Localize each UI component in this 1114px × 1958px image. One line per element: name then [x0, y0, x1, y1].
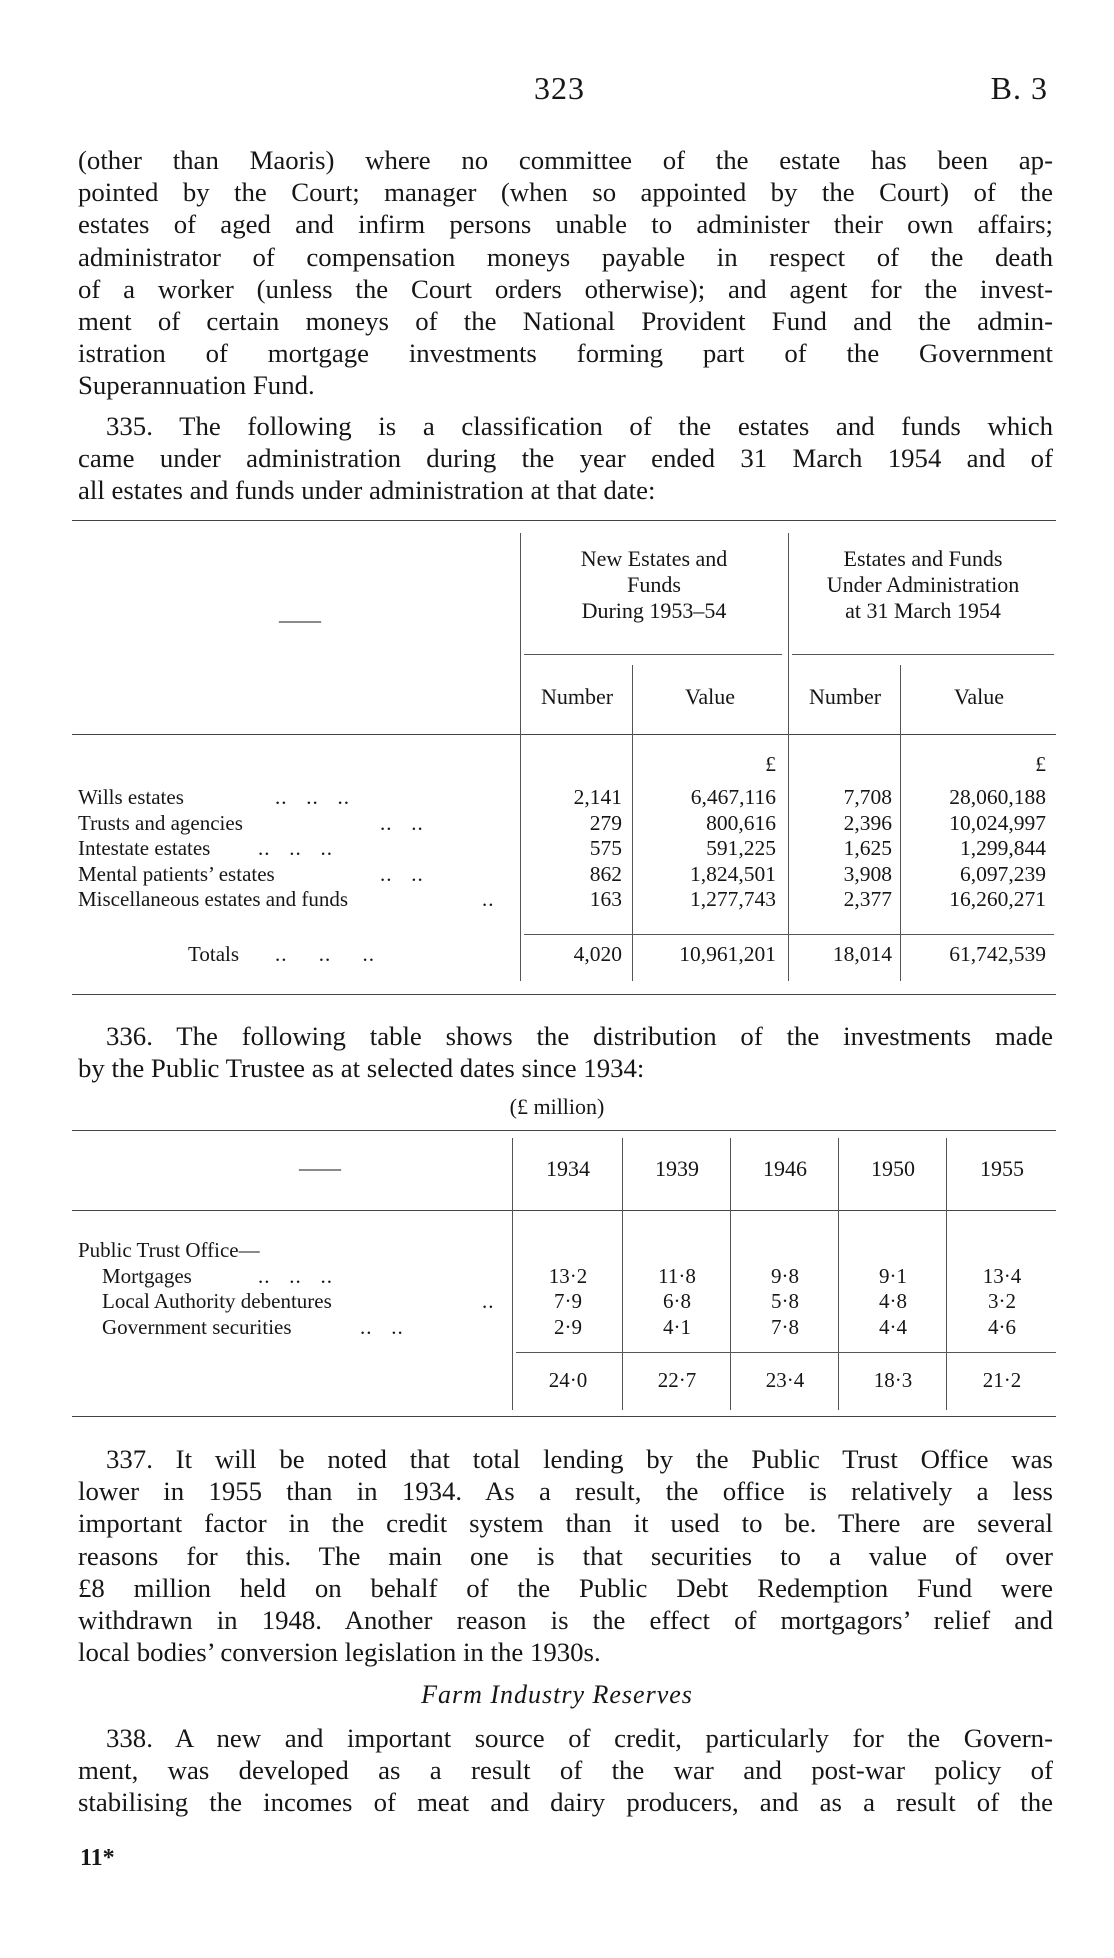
text-line: reasons for this. The main one is that securities to a value of over — [78, 1540, 1053, 1571]
leader-dots: .. .. .. — [275, 942, 375, 966]
column-divider — [520, 533, 521, 981]
column-divider — [788, 533, 789, 981]
cell-total: 23·4 — [765, 1368, 805, 1392]
column-divider — [730, 1138, 731, 1410]
cell-value: 4·8 — [879, 1289, 907, 1313]
header-line: Under Administration — [826, 572, 1020, 597]
cell-total: 18·3 — [873, 1368, 913, 1392]
header-line: During 1953–54 — [581, 598, 727, 623]
cell-new-value: 6,467,116 — [690, 785, 776, 809]
cell-new-value: 1,277,743 — [690, 887, 776, 911]
cell-new-number: 575 — [589, 836, 622, 860]
column-divider — [512, 1138, 513, 1410]
column-header-number: Number — [540, 684, 614, 709]
leader-dots: .. — [482, 1289, 495, 1313]
column-header-value: Value — [684, 684, 736, 709]
page-reference: B. 3 — [990, 70, 1048, 106]
text-line: of a worker (unless the Court orders otherwise); and agent for the invest- — [78, 273, 1053, 304]
row-label: Government securities — [102, 1314, 292, 1339]
cell-new-number: 2,141 — [573, 785, 622, 809]
text-line: stabilising the incomes of meat and dairy producers, and as a result of the — [78, 1787, 1053, 1818]
text-line: by the Public Trustee as at selected dates since 1934: — [78, 1053, 645, 1084]
cell-new-number: 862 — [589, 861, 622, 886]
text-line: administrator of compensation moneys payable in respect of the death — [78, 241, 1053, 272]
stub-header: —— — [279, 608, 321, 632]
text-line: 338. A new and important source of credit, particularly for the Govern- — [106, 1723, 1053, 1753]
column-divider — [622, 1138, 623, 1410]
text-line: 335. The following is a classification of the estates and funds which — [106, 411, 1053, 441]
cell-total-value-total: 61,742,539 — [949, 942, 1046, 966]
year-header: 1946 — [763, 1156, 807, 1181]
cell-value: 9·1 — [879, 1263, 907, 1288]
cell-value: 11·8 — [658, 1263, 696, 1288]
text-line: ment of certain moneys of the National Provident Fund and the admin- — [78, 306, 1053, 337]
header-line: Estates and Funds — [843, 546, 1003, 571]
table-rule-top — [72, 1130, 1056, 1131]
leader-dots: .. .. .. — [258, 836, 333, 860]
totals-label: Totals — [188, 942, 240, 966]
text-line: all estates and funds under administration at that date: — [78, 475, 656, 506]
group-header-new — [522, 546, 786, 624]
table-rule-header — [72, 1210, 1056, 1211]
paragraph-continuation — [78, 144, 1053, 369]
text-line: ment, was developed as a result of the war and post-war policy of — [78, 1755, 1053, 1786]
cell-total: 21·2 — [982, 1368, 1022, 1392]
cell-new-number: 279 — [589, 810, 622, 835]
paragraph-continuation-end — [78, 369, 1053, 401]
cell-value: 7·8 — [771, 1314, 799, 1339]
column-header-value: Value — [953, 684, 1005, 709]
cell-new-value: 591,225 — [706, 836, 776, 860]
text-line: 336. The following table shows the distribution of the investments made — [106, 1021, 1053, 1051]
cell-value: 13·2 — [548, 1263, 588, 1288]
text-line: £8 million held on behalf of the Public Debt Redemption Fund were — [78, 1572, 1053, 1603]
section-heading: Farm Industry Reserves — [421, 1680, 693, 1709]
signature-mark: 11* — [80, 1845, 115, 1871]
cell-new-value: 1,824,501 — [690, 861, 776, 886]
column-divider — [946, 1138, 947, 1410]
cell-value: 6·8 — [663, 1289, 691, 1313]
header-line: New Estates and — [580, 546, 728, 571]
row-label: Local Authority debentures — [102, 1289, 332, 1313]
cell-value: 2·9 — [554, 1314, 582, 1339]
cell-value: 9·8 — [771, 1263, 799, 1288]
paragraph-335-end — [78, 474, 1053, 506]
table-unit: (£ million) — [509, 1094, 605, 1119]
column-header-number: Number — [808, 684, 882, 709]
text-line: came under administration during the year ended 31 March 1954 and of — [78, 443, 1053, 474]
paragraph-335 — [78, 410, 1053, 474]
stub-header: —— — [299, 1156, 341, 1180]
paragraph-338 — [78, 1722, 1053, 1819]
text-line: withdrawn in 1948. Another reason is the effect of mortgagors’ relief and — [78, 1605, 1053, 1636]
cell-value: 4·1 — [663, 1314, 691, 1339]
cell-value: 4·4 — [879, 1314, 907, 1339]
leader-dots: .. .. — [380, 810, 424, 835]
text-line: estates of aged and infirm persons unable to administer their own affairs; — [78, 209, 1053, 240]
cell-new-number-total: 4,020 — [573, 942, 622, 966]
text-line: istration of mortgage investments forming part of the Government — [78, 338, 1053, 369]
page-number: 323 — [534, 70, 585, 106]
leader-dots: .. .. .. — [258, 1263, 333, 1288]
text-line: 337. It will be noted that total lending by the Public Trust Office was — [106, 1444, 1053, 1474]
leader-dots: .. .. — [360, 1314, 404, 1339]
row-label: Mortgages — [102, 1263, 192, 1288]
group-underline — [524, 654, 782, 655]
leader-dots: .. — [482, 887, 495, 911]
paragraph-337 — [78, 1443, 1053, 1636]
table-rule-top — [72, 520, 1056, 521]
cell-total-number: 7,708 — [843, 785, 892, 809]
paragraph-336-end — [78, 1052, 1053, 1084]
text-line: local bodies’ conversion legislation in the 1930s. — [78, 1637, 601, 1668]
year-header: 1939 — [655, 1156, 699, 1181]
cell-total: 22·7 — [657, 1368, 697, 1392]
totals-rule — [524, 934, 1054, 935]
header-line: Funds — [627, 572, 681, 597]
cell-total-number: 3,908 — [843, 861, 892, 886]
header-line: at 31 March 1954 — [845, 598, 1001, 623]
table-rule-bottom — [72, 994, 1056, 995]
cell-value: 13·4 — [982, 1263, 1022, 1288]
leader-dots: .. .. — [380, 861, 424, 886]
cell-total-value: 1,299,844 — [960, 836, 1046, 860]
group-label: Public Trust Office— — [78, 1238, 260, 1262]
year-header: 1934 — [546, 1156, 590, 1181]
cell-total-number: 1,625 — [843, 836, 892, 860]
text-line: Superannuation Fund. — [78, 370, 315, 401]
paragraph-337-end — [78, 1636, 1053, 1668]
cell-new-value: 800,616 — [706, 810, 776, 835]
column-divider — [838, 1138, 839, 1410]
cell-value: 3·2 — [988, 1289, 1016, 1313]
cell-total-value: 10,024,997 — [949, 810, 1046, 835]
cell-total-value: 6,097,239 — [960, 861, 1046, 886]
cell-total-number: 2,396 — [843, 810, 892, 835]
cell-total-value: 28,060,188 — [949, 785, 1046, 809]
currency-symbol: £ — [765, 752, 776, 776]
group-underline — [792, 654, 1054, 655]
currency-symbol: £ — [1035, 752, 1046, 776]
cell-value: 4·6 — [988, 1314, 1016, 1339]
row-label: Intestate estates — [78, 836, 211, 860]
row-label: Miscellaneous estates and funds — [78, 887, 349, 911]
paragraph-336 — [78, 1020, 1053, 1052]
cell-total-number: 2,377 — [843, 887, 892, 911]
year-header: 1955 — [980, 1156, 1024, 1181]
table-rule-header — [72, 734, 1056, 735]
row-label: Trusts and agencies — [78, 810, 243, 835]
cell-new-number: 163 — [589, 887, 622, 911]
row-label: Wills estates — [78, 785, 184, 809]
group-header-total — [790, 546, 1056, 624]
cell-total-number-total: 18,014 — [832, 942, 892, 966]
cell-value: 5·8 — [771, 1289, 799, 1313]
leader-dots: .. .. .. — [275, 785, 350, 809]
row-label: Mental patients’ estates — [78, 861, 275, 886]
text-line: important factor in the credit system than it used to be. There are several — [78, 1508, 1053, 1539]
cell-value: 7·9 — [554, 1289, 582, 1313]
text-line: lower in 1955 than in 1934. As a result, the office is relatively a less — [78, 1476, 1053, 1507]
totals-rule — [516, 1352, 1056, 1353]
cell-total-value: 16,260,271 — [949, 887, 1046, 911]
text-line: pointed by the Court; manager (when so appointed by the Court) of the — [78, 177, 1053, 208]
text-line: (other than Maoris) where no committee of the estate has been ap- — [78, 145, 1053, 175]
table-rule-bottom — [72, 1416, 1056, 1417]
cell-new-value-total: 10,961,201 — [679, 942, 776, 966]
year-header: 1950 — [871, 1156, 915, 1181]
cell-total: 24·0 — [548, 1368, 588, 1392]
